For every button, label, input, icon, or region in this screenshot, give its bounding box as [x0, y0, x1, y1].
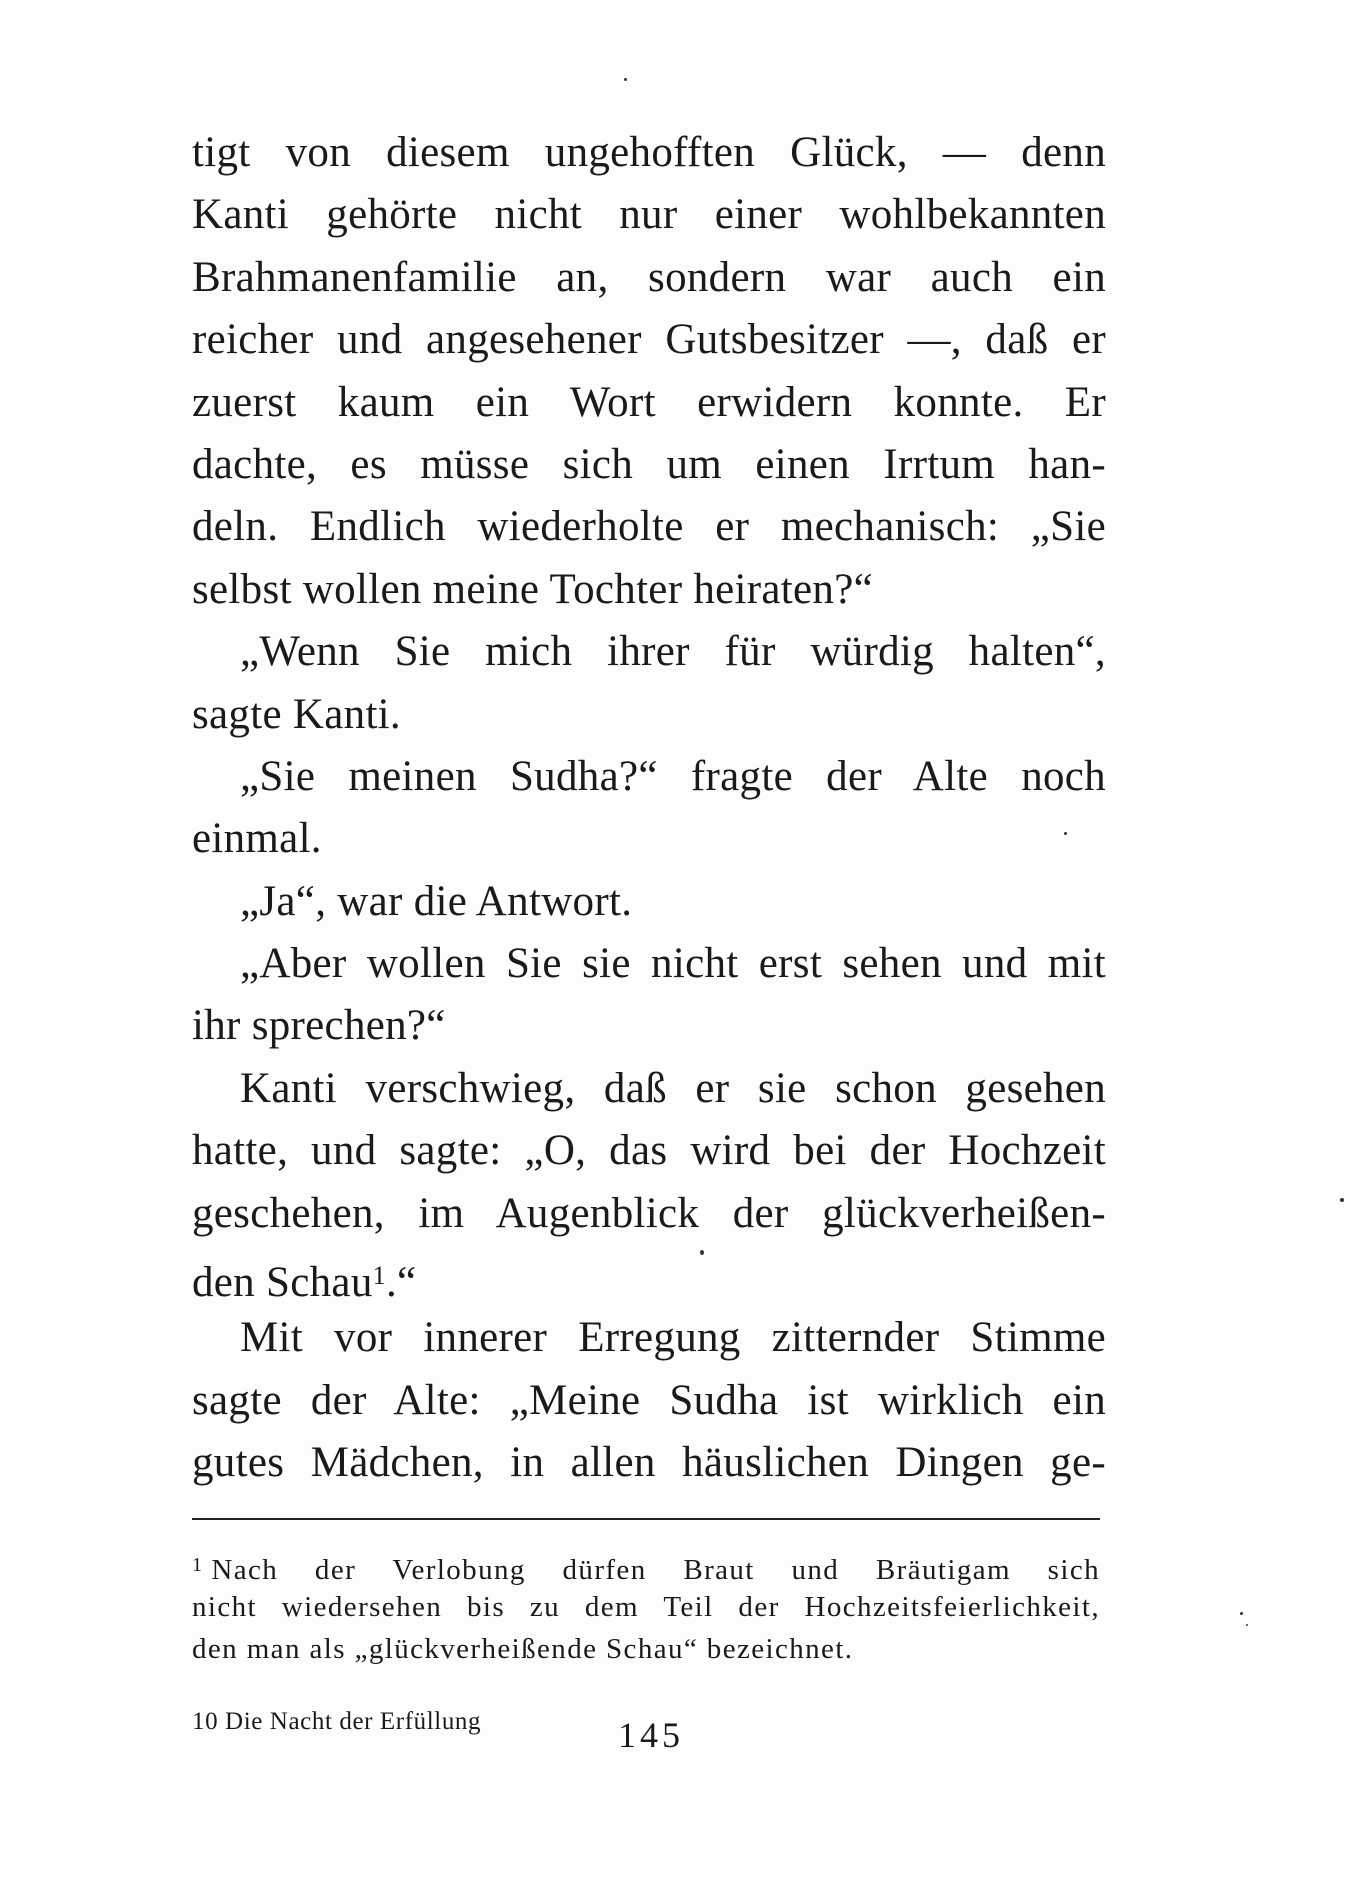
line-text: ihr sprechen?“: [192, 1002, 446, 1050]
text-line: [192, 1183, 1106, 1245]
text-line: [192, 1432, 1106, 1494]
line-text-end: .“: [385, 1259, 417, 1307]
text-line: [192, 309, 1106, 371]
print-speck: [624, 78, 627, 81]
print-speck: [1246, 1624, 1248, 1626]
line-text: hatte, und sagte: „O, das wird bei der Hochzeit: [192, 1127, 1106, 1175]
footnote-line: [192, 1586, 1100, 1628]
text-line: [192, 684, 1106, 746]
text-line: [192, 184, 1106, 246]
text-line: [192, 808, 1106, 870]
text-line: [192, 122, 1106, 184]
footnote-marker: 1: [192, 1554, 204, 1576]
print-speck: [1340, 1198, 1344, 1202]
line-text: einmal.: [192, 815, 322, 863]
footnote-line: [192, 1544, 1100, 1586]
page-number: 145: [618, 1715, 684, 1755]
line-text: selbst wollen meine Tochter heiraten?“: [192, 565, 874, 613]
text-line: [192, 496, 1106, 558]
text-line: [192, 871, 1106, 933]
text-line: [192, 372, 1106, 434]
footnote-reference: 1: [372, 1261, 386, 1291]
line-text: Kanti verschwieg, daß er sie schon gesehen: [240, 1064, 1106, 1112]
text-line: [192, 559, 1106, 621]
line-text: dachte, es müsse sich um einen Irrtum han-: [192, 440, 1106, 488]
line-text: deln. Endlich wiederholte er mechanisch: „Sie: [192, 503, 1106, 551]
line-text: sagte der Alte: „Meine Sudha ist wirklich ein: [192, 1376, 1106, 1424]
line-text: reicher und angesehener Gutsbesitzer —, daß er: [192, 316, 1106, 364]
body-text: [192, 122, 1106, 1495]
line-text: Kanti gehörte nicht nur einer wohlbekannten: [192, 191, 1106, 239]
text-line: [192, 1245, 1106, 1307]
line-text: „Aber wollen Sie sie nicht erst sehen und mit: [240, 940, 1106, 988]
print-speck: [1240, 1612, 1243, 1615]
text-line: [192, 247, 1106, 309]
line-text: Mit vor innerer Erregung zitternder Stimme: [240, 1314, 1106, 1362]
text-line: [192, 746, 1106, 808]
footnote-separator: [192, 1518, 1100, 1520]
line-text: den Schau: [192, 1259, 373, 1307]
text-line: [192, 621, 1106, 683]
text-line: [192, 933, 1106, 995]
line-text: tigt von diesem ungehofften Glück, — denn: [192, 129, 1106, 176]
line-text: gutes Mädchen, in allen häuslichen Dingen ge-: [192, 1439, 1106, 1487]
text-line: [192, 995, 1106, 1057]
line-text: geschehen, im Augenblick der glückverheißen-: [192, 1189, 1106, 1237]
text-line: [192, 1058, 1106, 1120]
footnote-line: [192, 1628, 1100, 1670]
line-text: „Ja“, war die Antwort.: [240, 877, 633, 925]
footnote-text: nicht wiedersehen bis zu dem Teil der Hochzeitsfeierlichkeit,: [192, 1591, 1100, 1623]
line-text: „Wenn Sie mich ihrer für würdig halten“,: [240, 628, 1106, 676]
footnote-text: Nach der Verlobung dürfen Braut und Bräutigam sich: [211, 1554, 1100, 1586]
footnote-text: den man als „glückverheißende Schau“ bezeichnet.: [192, 1633, 854, 1665]
line-text: zuerst kaum ein Wort erwidern konnte. Er: [192, 378, 1106, 426]
line-text: sagte Kanti.: [192, 690, 401, 738]
footnote: [192, 1544, 1100, 1670]
text-line: [192, 1307, 1106, 1369]
print-speck: [700, 1250, 704, 1255]
print-speck: [1064, 832, 1067, 835]
text-line: [192, 1120, 1106, 1182]
signature-mark: 10 Die Nacht der Erfüllung: [192, 1708, 482, 1735]
line-text: „Sie meinen Sudha?“ fragte der Alte noch: [240, 752, 1106, 800]
text-line: [192, 434, 1106, 496]
line-text: Brahmanenfamilie an, sondern war auch ein: [192, 253, 1106, 301]
text-line: [192, 1370, 1106, 1432]
